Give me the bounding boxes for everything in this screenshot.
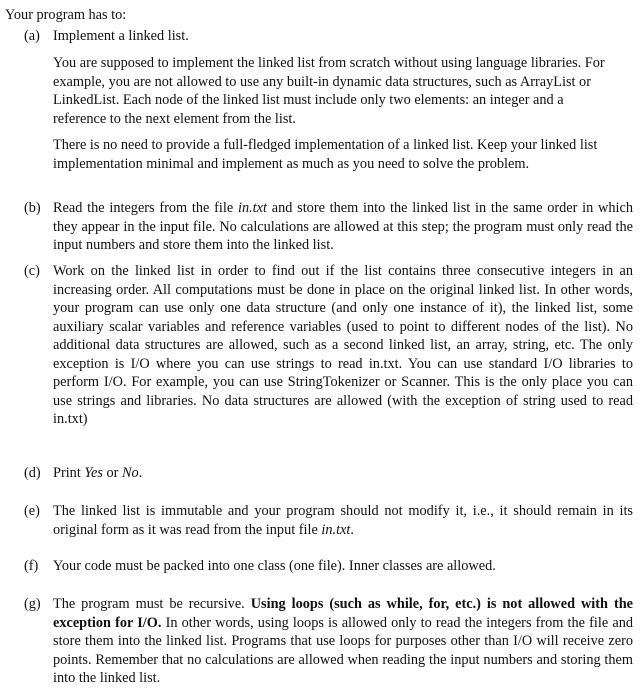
requirement-e [24,502,633,539]
requirement-d-text [53,464,633,483]
requirement-e-marker: (e) [24,503,40,519]
requirement-b [24,199,633,255]
requirement-d-yes: Yes [84,465,103,481]
requirement-b-text [53,199,633,255]
requirement-b-filename: in.txt [237,200,267,216]
requirement-f-marker: (f) [24,558,39,574]
requirement-g-text [53,595,633,688]
requirement-f [24,557,633,576]
intro-line: Your program has to: [5,7,127,23]
requirement-d-text-before: Print [53,465,85,481]
requirement-a [24,27,633,46]
requirement-e-text-after: . [350,521,354,538]
requirement-g-bold-rule: Using loops (such as while, for, etc.) is not allowed with the exception for I/O. [53,596,633,631]
requirement-g [24,595,633,688]
requirement-f-text: Your code must be packed into one class (one file). Inner classes are allowed. [53,558,496,574]
requirement-d-text-after: . [138,465,143,481]
requirement-a-marker: (a) [24,28,40,44]
requirement-d-text-middle: or [102,465,123,481]
requirement-a-paragraph-1: You are supposed to implement the linked list from scratch without using language libraries. For example, you are not allowed to use any built-in dynamic data structures, such as ArrayList or LinkedList. Each node of the linked list must include only two elements: an integer and a reference to the next element from the list. [53,55,605,127]
requirement-g-marker: (g) [24,596,41,612]
requirement-c-marker: (c) [24,263,40,279]
requirement-d-marker: (d) [24,465,41,481]
requirement-e-text-before: The linked list is immutable and your program should not modify it, i.e., it should remain in its original form as it was read from the input file [53,503,633,538]
requirement-b-text-after: and store them into the linked list in the same order in which they appear in the input file. No calculations are allowed at this step; the program must only read the input numbers and store them into the linked list. [53,200,633,253]
requirement-c-text: Work on the linked list in order to find out if the list contains three consecutive integers in an increasing order. All computations must be done in place on the original linked list. In other words, your program can use only one data structure (and only one instance of it), the linked list, some auxiliary scalar variables and reference variables (used to point to different nodes of the list). No additional data structures are allowed, such as a second linked list, an array, string, etc. The only exception is I/O where you can use strings to read in.txt. You can use standard I/O libraries to perform I/O. For example, you can use StringTokenizer or Scanner. This is the only place you can use strings and libraries. No data structures are allowed (with the exception of string used to read in.txt) [53,263,633,427]
requirement-a-text: Implement a linked list. [53,28,189,44]
requirement-d-no: No [122,465,139,481]
requirement-d [24,464,633,483]
requirement-a-paragraph-2: There is no need to provide a full-fledged implementation of a linked list. Keep your linked list implementation minimal and implement as much as you need to solve the problem. [53,137,598,172]
requirement-g-text-before: The program must be recursive. [53,596,251,612]
requirement-c [24,262,633,429]
requirement-g-text-after: In other words, using loops is allowed only to read the integers from the file and store them into the linked list. Programs that use loops for purposes other than I/O will receive zero points. Remember that no calculations are allowed when reading the input numbers and storing them into the linked list. [53,614,633,686]
requirement-e-filename: in.txt [321,521,351,538]
requirement-b-marker: (b) [24,200,41,216]
requirement-e-text [53,502,633,539]
requirement-b-text-before: Read the integers from the file [53,200,238,216]
